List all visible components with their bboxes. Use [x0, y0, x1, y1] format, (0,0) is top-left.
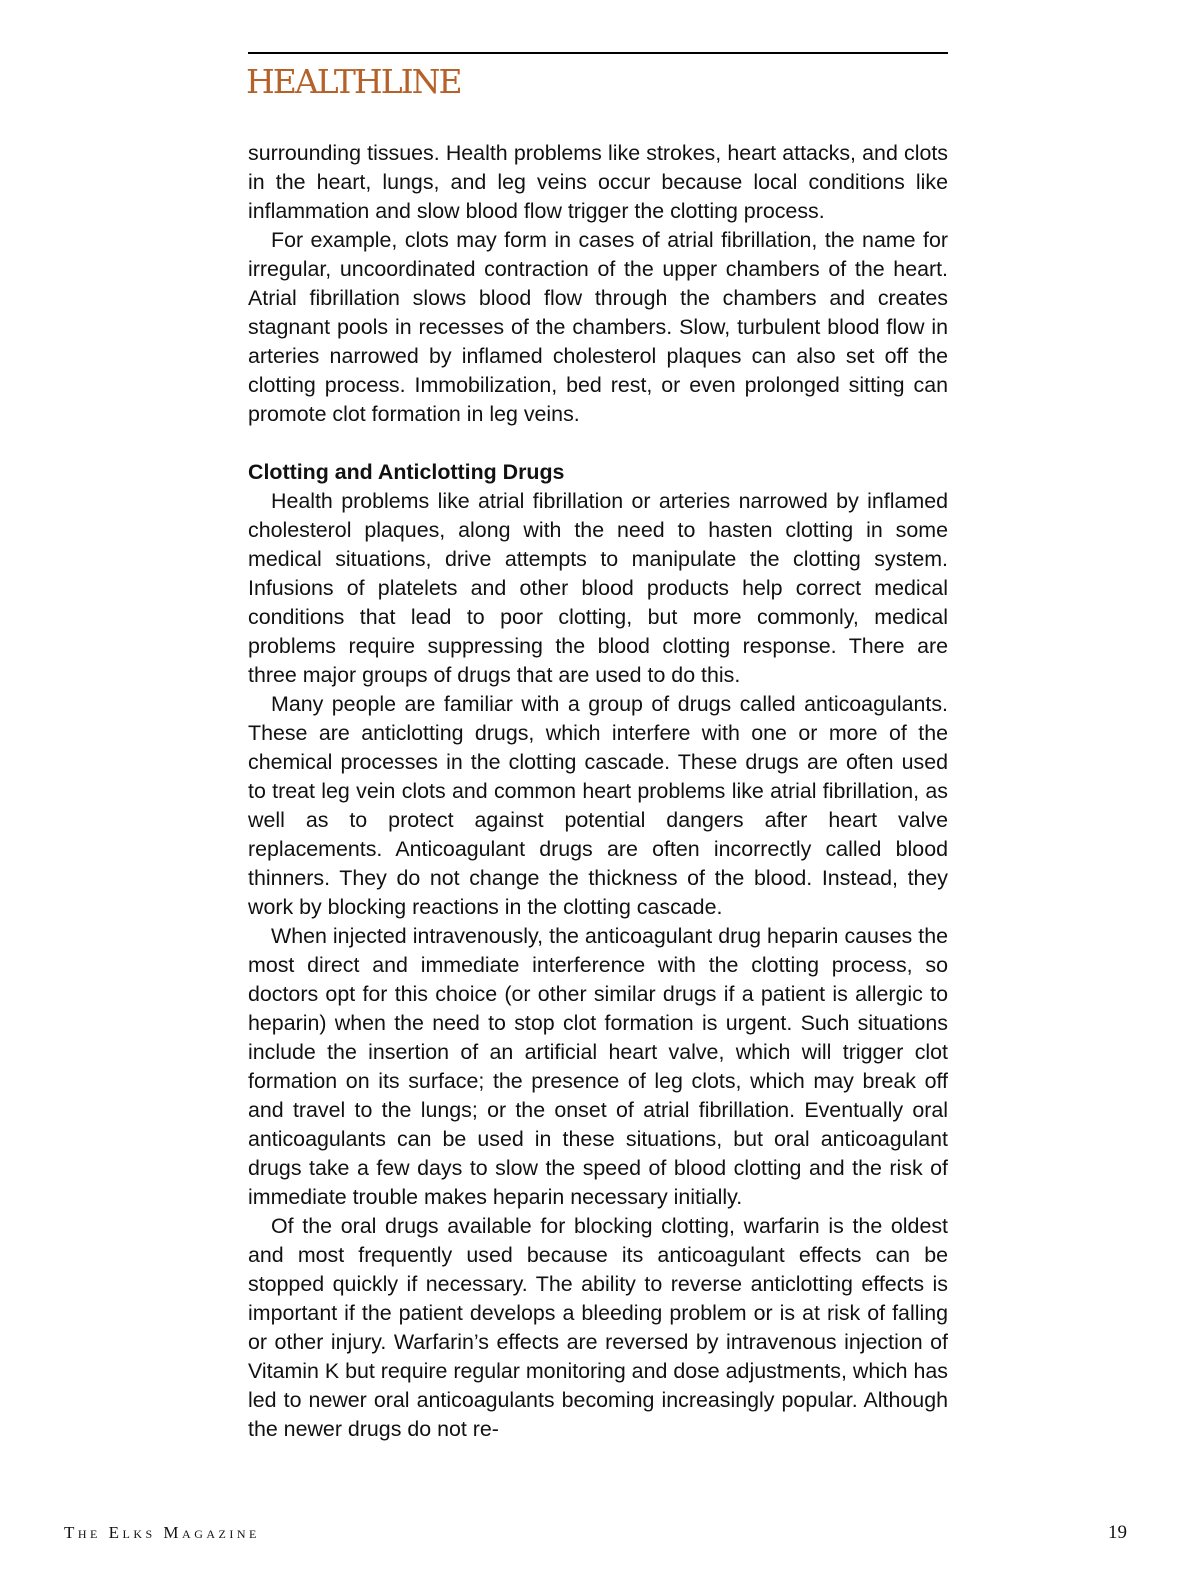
article-paragraph: Of the oral drugs available for blocking clotting, warfarin is the oldest and most frequently used because its anticoagulant effects can be stopped quickly if necessary. The ability to reverse anticlotting effects is important if the patient develops a bleeding problem or is at risk of falling or other injury. Warfarin’s effects are reversed by intravenous injection of Vitamin K but require regular monitoring and dose adjustments, which has led to newer oral anticoagulants becoming increasingly popular. Although the newer drugs do not re-	[248, 1214, 948, 1441]
article-paragraph: For example, clots may form in cases of atrial fibrillation, the name for irregular, uncoordinated contraction of the upper chambers of the heart. Atrial fibrillation slows blood flow through the chambers and creates stagnant pools in recesses of the chambers. Slow, turbulent blood flow in arteries narrowed by inflamed cholesterol plaques can also set off the clotting process. Immobilization, bed rest, or even prolonged sitting can promote clot formation in leg veins.	[248, 228, 948, 426]
section-title: HEALTHLINE	[246, 62, 461, 101]
article-paragraph: Many people are familiar with a group of drugs called anticoagulants. These are anticlotting drugs, which interfere with one or more of the chemical processes in the clotting cascade. These drugs are often used to treat leg vein clots and common heart problems like atrial fibrillation, as well as to protect against potential dangers after heart valve replacements. Anticoagulant drugs are often incorrectly called blood thinners. They do not change the thickness of the blood. Instead, they work by blocking reactions in the clotting cascade.	[248, 692, 948, 919]
article-paragraph: surrounding tissues. Health problems like strokes, heart attacks, and clots in the heart, lungs, and leg veins occur because local conditions like inflammation and slow blood flow trigger the clotting process.	[248, 141, 948, 223]
article-body	[248, 139, 948, 1444]
article-paragraph: Health problems like atrial fibrillation or arteries narrowed by inflamed cholesterol plaques, along with the need to hasten clotting in some medical situations, drive attempts to manipulate the clotting system. Infusions of platelets and other blood products help correct medical conditions that lead to poor clotting, but more commonly, medical problems require suppressing the blood clotting response. There are three major groups of drugs that are used to do this.	[248, 489, 948, 687]
article-subheading: Clotting and Anticlotting Drugs	[248, 460, 565, 484]
footer-magazine-name: The Elks Magazine	[64, 1523, 260, 1542]
header-rule	[248, 52, 948, 54]
footer-page-number: 19	[1108, 1522, 1127, 1543]
article-paragraph: When injected intravenously, the anticoagulant drug heparin causes the most direct and immediate interference with the clotting process, so doctors opt for this choice (or other similar drugs if a patient is allergic to heparin) when the need to stop clot formation is urgent. Such situations include the insertion of an artificial heart valve, which will trigger clot formation on its surface; the presence of leg clots, which may break off and travel to the lungs; or the onset of atrial fibrillation. Eventually oral anticoagulants can be used in these situations, but oral anticoagulant drugs take a few days to slow the speed of blood clotting and the risk of immediate trouble makes heparin necessary initially.	[248, 924, 948, 1209]
